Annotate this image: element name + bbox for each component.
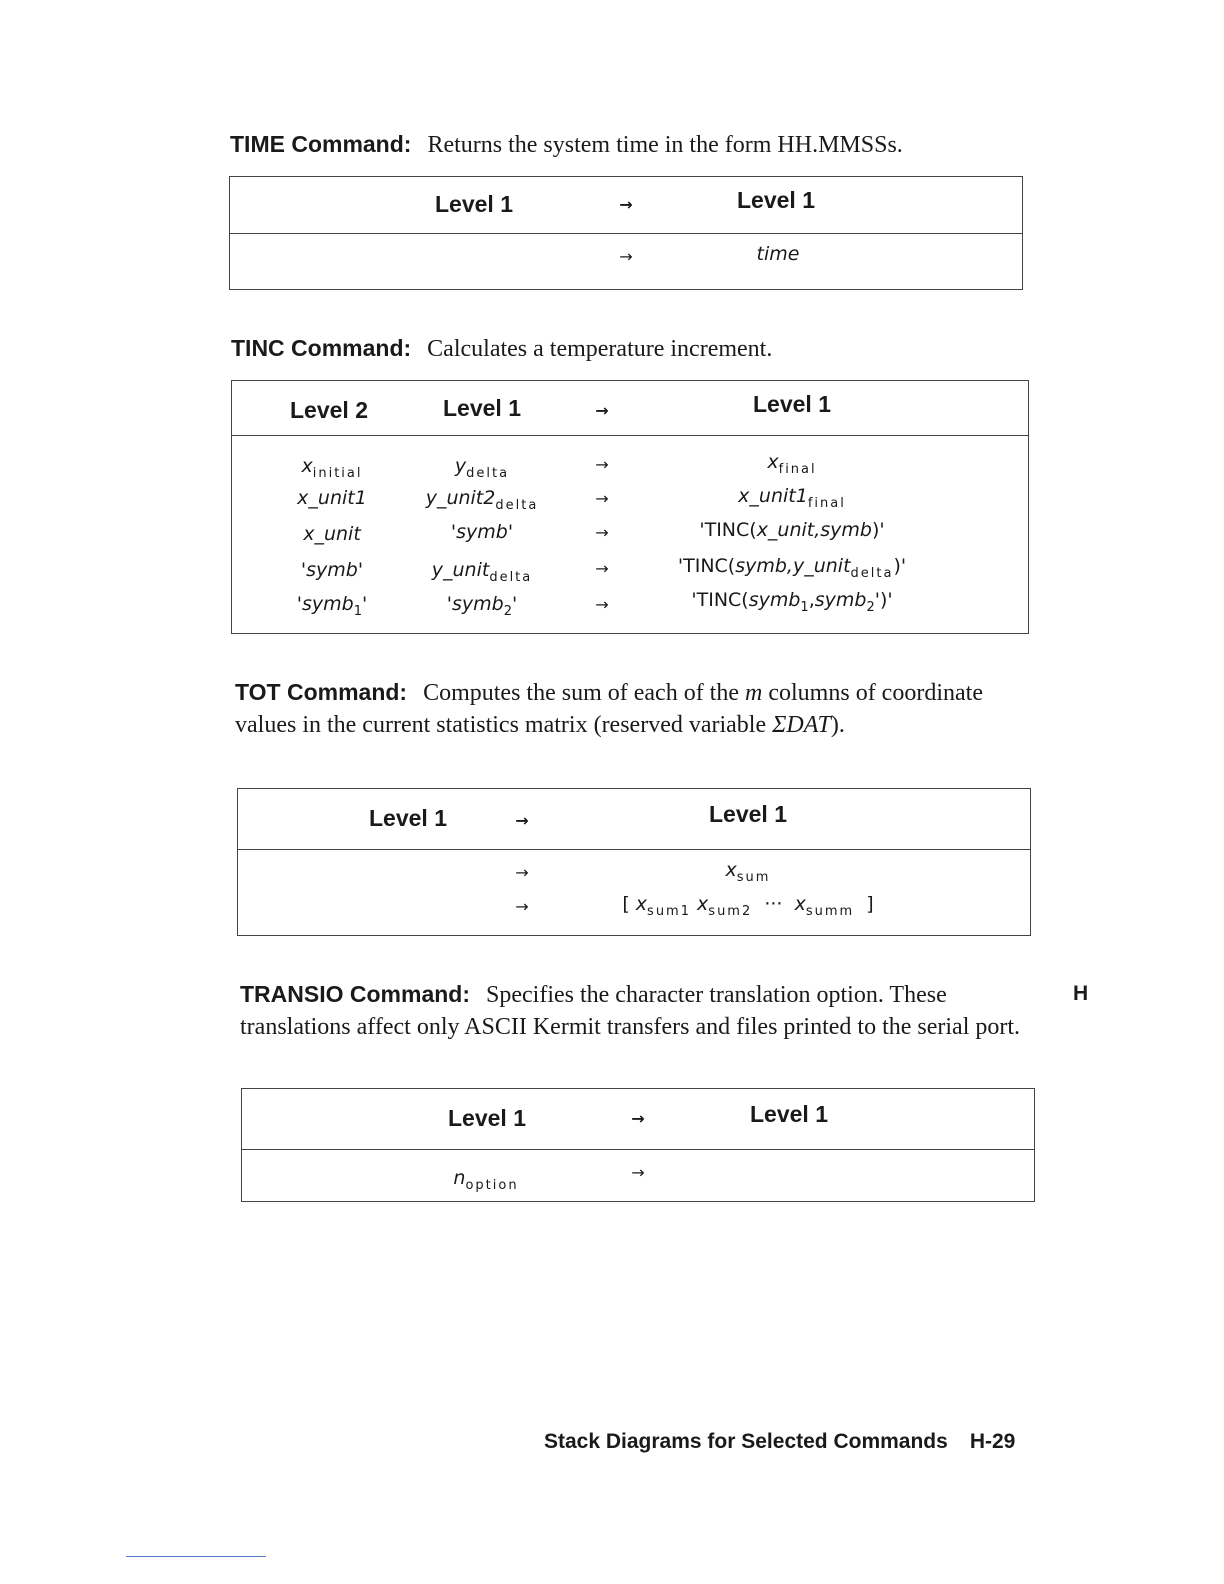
time-desc-text: Returns the system time in the form HH.MMSSs.: [427, 132, 903, 158]
time-header-level1-out: Level 1: [737, 187, 815, 213]
tot-description: TOT Command: Computes the sum of each of the m columns of coordinate values in the current statistics matrix (reserved variable ΣDAT).: [235, 679, 983, 738]
tot-desc-m: m: [745, 680, 763, 706]
tinc-r4-arrow: →: [595, 559, 609, 578]
tinc-r1-arrow: →: [595, 455, 609, 474]
transio-heading: TRANSIO Command:: [240, 981, 470, 1007]
page-number: H-29: [969, 1430, 1016, 1453]
time-table-header: [230, 177, 1022, 234]
tot-r2-arrow: →: [515, 897, 529, 916]
tot-r1-arrow: →: [515, 863, 529, 882]
tinc-r2-l1: $y\_unit2_{delta}$: [425, 487, 539, 513]
tinc-r1-out: $x_{final}$: [767, 451, 817, 477]
tinc-header-arrow: →: [595, 401, 609, 420]
tot-header-level1-in: Level 1: [369, 805, 447, 831]
tinc-r3-l2: x_unit: [303, 523, 361, 545]
tinc-r4-l2: 'symb': [300, 559, 364, 581]
tinc-r2-out: $x\_unit1_{final}$: [738, 485, 846, 511]
transio-header-level1-in: Level 1: [448, 1105, 526, 1131]
tot-header-arrow: →: [515, 811, 529, 830]
time-row-arrow: →: [619, 247, 633, 266]
tinc-r5-out: 'TINC(symb$_1$,symb$_2$')': [691, 589, 893, 615]
tinc-header-level1-out: Level 1: [753, 391, 831, 417]
tinc-r5-arrow: →: [595, 595, 609, 614]
tot-r1-out: $x_{sum}$: [725, 859, 771, 885]
tot-r2-out: [ $x_{sum1}$ $x_{sum2}$ ··· $x_{summ}$ ]: [622, 893, 874, 919]
time-stack-table: [229, 176, 1023, 290]
tot-stack-table: [237, 788, 1031, 936]
tinc-r1-l1: $y_{delta}$: [454, 455, 510, 481]
time-header-arrow: →: [619, 195, 633, 214]
time-row-output: time: [756, 243, 800, 265]
transio-row-input: $n_{option}$: [453, 1167, 519, 1193]
page-footer: [544, 1430, 1015, 1454]
time-heading: TIME Command:: [230, 131, 412, 157]
tinc-r3-arrow: →: [595, 523, 609, 542]
transio-header-level1-out: Level 1: [750, 1101, 828, 1127]
tinc-heading: TINC Command:: [231, 335, 412, 361]
tot-desc-var: ΣDAT: [772, 712, 831, 738]
time-header-level1-in: Level 1: [435, 191, 513, 217]
tinc-header-level1-in: Level 1: [443, 395, 521, 421]
tinc-r5-l2: 'symb$_1$': [296, 593, 368, 619]
tot-table-header: [238, 789, 1030, 850]
tinc-desc-text: Calculates a temperature increment.: [427, 336, 773, 362]
tinc-description: [231, 332, 1031, 365]
tinc-table-header: [232, 381, 1028, 436]
transio-header-arrow: →: [631, 1109, 645, 1128]
tinc-r3-l1: 'symb': [450, 521, 514, 543]
tot-header-level1-out: Level 1: [709, 801, 787, 827]
transio-table-header: [242, 1089, 1034, 1150]
tinc-r2-arrow: →: [595, 489, 609, 508]
time-description: [230, 128, 1030, 161]
appendix-tab-letter: H: [1073, 982, 1089, 1005]
transio-row-arrow: →: [631, 1163, 645, 1182]
tinc-r4-out: 'TINC(symb,y_unit$_{delta}$)': [677, 555, 907, 581]
page-bottom-rule: [126, 1556, 266, 1557]
footer-title: Stack Diagrams for Selected Commands: [544, 1430, 948, 1453]
tinc-stack-table: [231, 380, 1029, 634]
tinc-header-level2: Level 2: [290, 397, 368, 423]
tinc-r3-out: 'TINC(x_unit,symb)': [699, 519, 885, 541]
tinc-r2-l2: x_unit1: [297, 487, 367, 509]
transio-desc-text: Specifies the character translation option. These translations affect only ASCII Kermit transfers and files printed to the serial port.: [240, 982, 1021, 1040]
transio-description: [240, 978, 1040, 1043]
tinc-r5-l1: 'symb$_2$': [446, 593, 518, 619]
tot-heading: TOT Command:: [235, 679, 408, 705]
transio-stack-table: [241, 1088, 1035, 1202]
tinc-r4-l1: y_unit$_{delta}$: [431, 559, 533, 585]
tinc-r1-l2: $x_{initial}$: [301, 455, 363, 481]
